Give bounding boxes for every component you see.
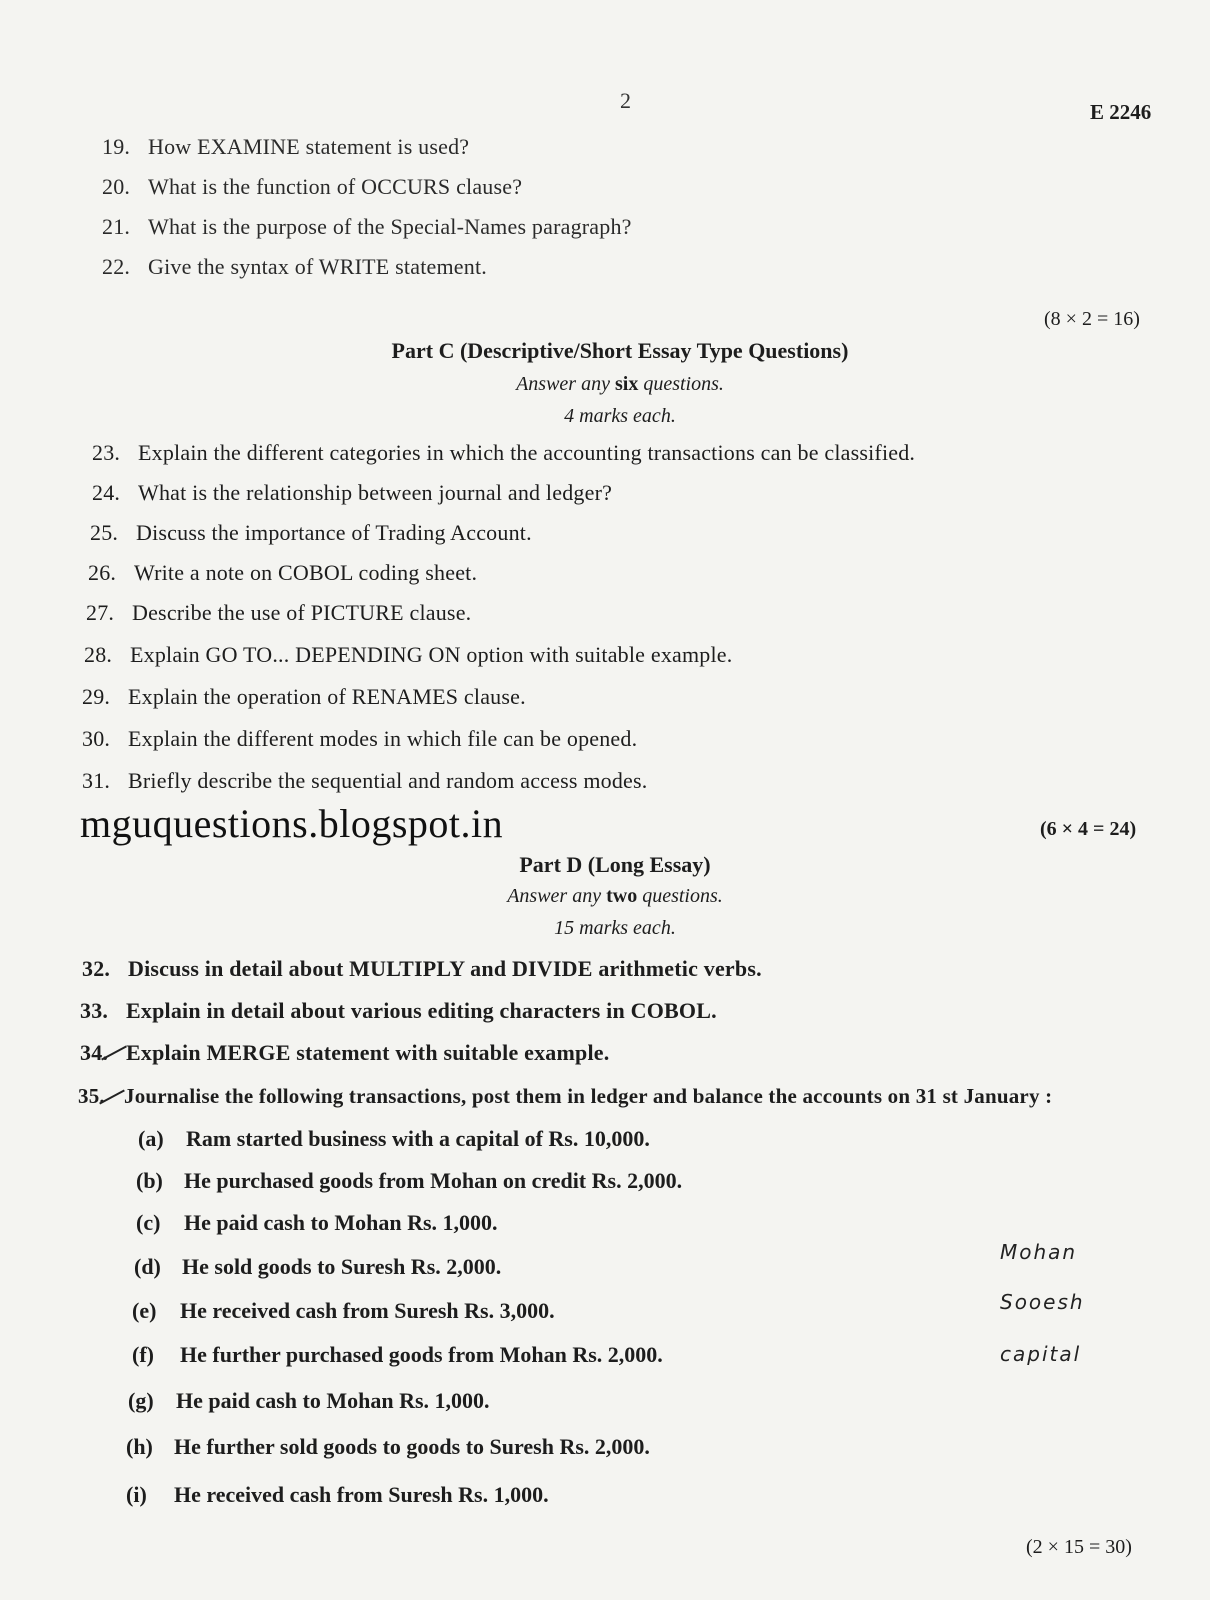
- sub-item-c: (c) He paid cash to Mohan Rs. 1,000.: [136, 1210, 498, 1235]
- question-28: 28. Explain GO TO... DEPENDING ON option with suitable example.: [84, 642, 733, 667]
- question-27: 27. Describe the use of PICTURE clause.: [86, 600, 472, 625]
- sub-item-f: (f) He further purchased goods from Mohan Rs. 2,000.: [132, 1342, 663, 1367]
- partC-instruction: Answer any six questions.: [516, 373, 724, 395]
- sub-item-d: (d) He sold goods to Suresh Rs. 2,000.: [134, 1254, 502, 1279]
- partD-marks-each: 15 marks each.: [554, 917, 676, 939]
- sub-item-i: (i) He received cash from Suresh Rs. 1,000.: [126, 1482, 549, 1507]
- page-number: 2: [620, 88, 631, 113]
- sub-item-g: (g) He paid cash to Mohan Rs. 1,000.: [128, 1388, 490, 1413]
- handwritten-note-suresh: Sooesh: [1000, 1290, 1085, 1314]
- question-34: 34. Explain MERGE statement with suitable example.: [80, 1040, 610, 1065]
- question-33: 33. Explain in detail about various editing characters in COBOL.: [80, 998, 717, 1023]
- partC-marks: (6 × 4 = 24): [1040, 818, 1137, 840]
- question-30: 30. Explain the different modes in which file can be opened.: [82, 726, 638, 751]
- question-19: 19. How EXAMINE statement is used?: [102, 134, 470, 159]
- handwritten-note-mohan: Mohan: [1000, 1240, 1078, 1264]
- sub-item-a: (a) Ram started business with a capital of Rs. 10,000.: [138, 1126, 650, 1151]
- watermark-text: mguquestions.blogspot.in: [80, 801, 504, 846]
- partC-marks-each: 4 marks each.: [564, 405, 676, 427]
- question-25: 25. Discuss the importance of Trading Account.: [90, 520, 532, 545]
- sub-item-b: (b) He purchased goods from Mohan on credit Rs. 2,000.: [136, 1168, 683, 1193]
- question-32: 32. Discuss in detail about MULTIPLY and DIVIDE arithmetic verbs.: [82, 956, 762, 981]
- partD-marks: (2 × 15 = 30): [1026, 1536, 1132, 1558]
- sub-item-e: (e) He received cash from Suresh Rs. 3,000.: [132, 1298, 555, 1323]
- partC-title: Part C (Descriptive/Short Essay Type Questions): [391, 338, 849, 363]
- partD-instruction: Answer any two questions.: [507, 885, 723, 907]
- question-24: 24. What is the relationship between journal and ledger?: [92, 480, 613, 505]
- question-31: 31. Briefly describe the sequential and random access modes.: [82, 768, 648, 793]
- question-26: 26. Write a note on COBOL coding sheet.: [88, 560, 478, 585]
- partB-marks: (8 × 2 = 16): [1044, 308, 1140, 330]
- question-22: 22. Give the syntax of WRITE statement.: [102, 254, 487, 279]
- sub-item-h: (h) He further sold goods to goods to Suresh Rs. 2,000.: [126, 1434, 650, 1459]
- handwritten-note-capital: capital: [1000, 1342, 1082, 1366]
- question-20: 20. What is the function of OCCURS clause?: [102, 174, 523, 199]
- question-35: 35. Journalise the following transactions, post them in ledger and balance the accounts on 31 st January :: [78, 1084, 1053, 1108]
- question-23: 23. Explain the different categories in which the accounting transactions can be classified.: [92, 440, 916, 465]
- partD-title: Part D (Long Essay): [519, 852, 711, 877]
- question-29: 29. Explain the operation of RENAMES clause.: [82, 684, 526, 709]
- question-21: 21. What is the purpose of the Special-Names paragraph?: [102, 214, 632, 239]
- paper-code: E 2246: [1090, 100, 1152, 124]
